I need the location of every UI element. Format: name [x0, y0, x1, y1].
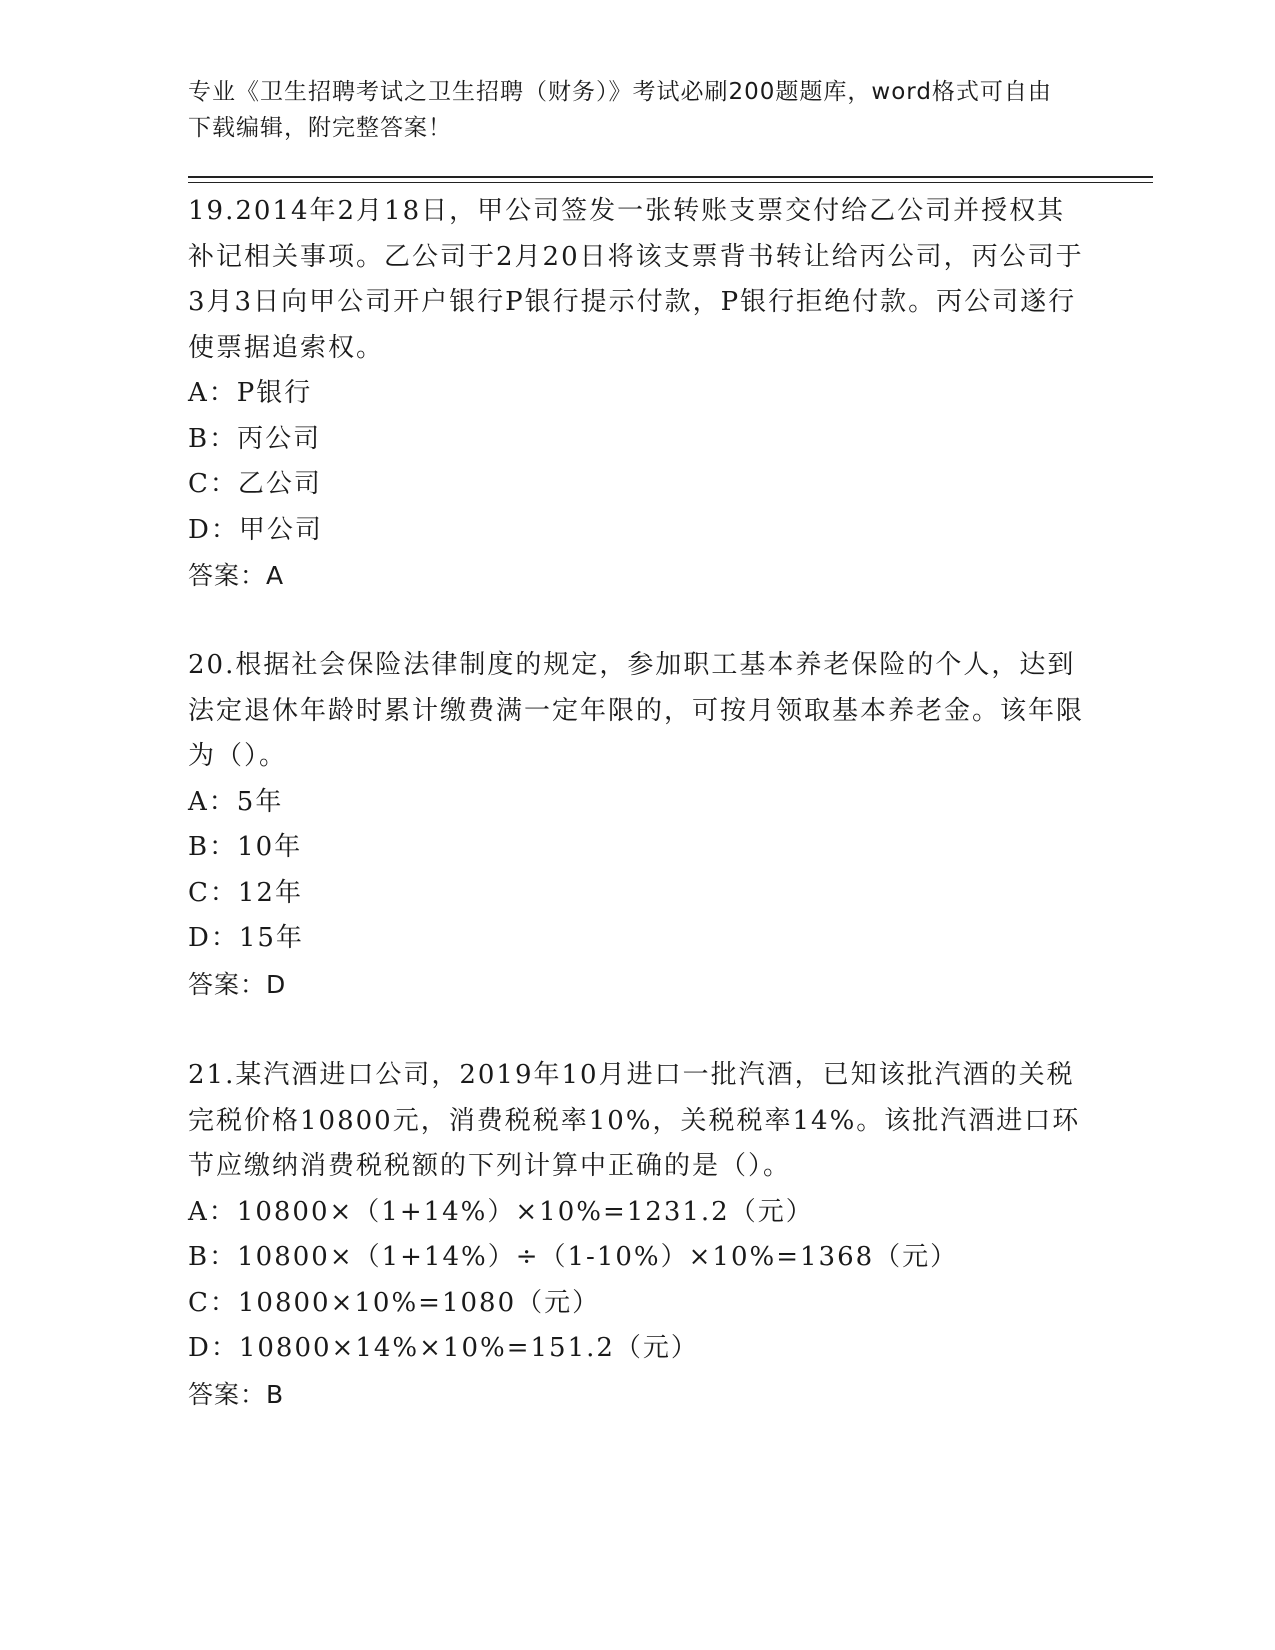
header-divider	[188, 176, 1153, 178]
option-b: B：10年	[188, 832, 303, 862]
option-d: D：甲公司	[188, 514, 323, 545]
option-a: A：5年	[188, 786, 284, 817]
answer-line: 答案：A	[188, 561, 285, 590]
question-19	[188, 189, 1088, 599]
option-d: D：15年	[188, 923, 304, 953]
option-c: C：12年	[188, 877, 303, 908]
option-a: A：10800×（1+14%）×10%=1231.2（元）	[188, 1196, 814, 1227]
question-stem: 21.某汽酒进口公司，2019年10月进口一批汽酒，已知该批汽酒的关税完税价格10800元，消费税税率10%，关税税率14%。该批汽酒进口环节应缴纳消费税税额的下列计算中正确的是（）。	[188, 1060, 1081, 1181]
option-b: B：10800×（1+14%）÷（1-10%）×10%=1368（元）	[188, 1242, 959, 1272]
option-b: B：丙公司	[188, 423, 322, 454]
option-d: D：10800×14%×10%=151.2（元）	[188, 1333, 699, 1363]
question-20	[188, 643, 1088, 1007]
header-divider-thin	[188, 182, 1153, 183]
answer-line: 答案：D	[188, 969, 287, 999]
answer-line: 答案：B	[188, 1379, 285, 1409]
page-header: 专业《卫生招聘考试之卫生招聘（财务）》考试必刷200题题库，word格式可自由下载编辑，附完整答案！	[188, 79, 1052, 141]
option-a: A：P银行	[188, 378, 313, 408]
question-stem: 19.2014年2月18日，甲公司签发一张转账支票交付给乙公司并授权其补记相关事项。乙公司于2月20日将该支票背书转让给丙公司，丙公司于3月3日向甲公司开户银行P银行提示付款，P银行拒绝付款。丙公司遂行使票据追索权。	[188, 196, 1084, 363]
option-c: C：乙公司	[188, 469, 322, 499]
question-21	[188, 1053, 1088, 1417]
question-stem: 20.根据社会保险法律制度的规定，参加职工基本养老保险的个人，达到法定退休年龄时累计缴费满一定年限的，可按月领取基本养老金。该年限为（）。	[188, 650, 1085, 771]
option-c: C：10800×10%=1080（元）	[188, 1287, 601, 1318]
